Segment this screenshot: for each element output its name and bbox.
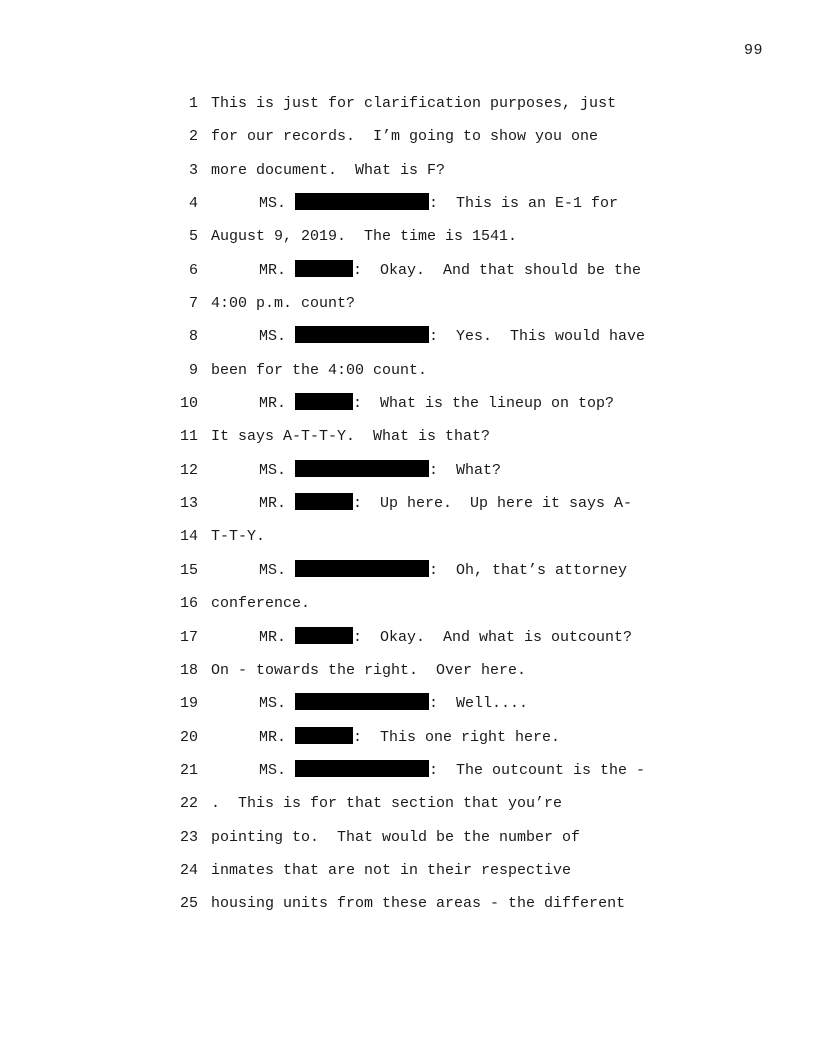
line-text: [211, 125, 598, 149]
transcript-line: [170, 826, 690, 859]
speaker-statement: : The outcount is the -: [429, 761, 646, 779]
transcript-line: [170, 792, 690, 825]
line-text: [211, 525, 265, 549]
line-text: [211, 259, 641, 283]
continuation-text: 4:00 p.m. count?: [211, 295, 356, 313]
speaker-title: MS.: [259, 461, 287, 479]
speaker-title: MR.: [259, 628, 287, 646]
line-text: [211, 192, 618, 216]
line-text: [211, 92, 616, 116]
line-text: [211, 659, 526, 683]
line-text: [211, 292, 355, 316]
line-number: 9: [188, 361, 198, 379]
line-number: 25: [179, 895, 198, 913]
transcript-line: [170, 859, 690, 892]
line-text: [211, 159, 445, 183]
speaker-statement: : Yes. This would have: [429, 328, 646, 346]
transcript-line: [170, 192, 690, 225]
speaker-statement: : What?: [429, 461, 502, 479]
transcript-line: [170, 325, 690, 358]
line-number: 5: [188, 228, 198, 246]
continuation-text: pointing to. That would be the number of: [211, 828, 581, 846]
speaker-title: MR.: [259, 261, 287, 279]
speaker-statement: : This is an E-1 for: [429, 195, 619, 213]
line-text: [211, 759, 645, 783]
line-number: 17: [179, 628, 198, 646]
speaker-title: MS.: [259, 761, 287, 779]
line-text: [211, 692, 528, 716]
speaker-statement: : Well....: [429, 695, 529, 713]
line-text: [211, 892, 625, 916]
redaction-bar: [295, 260, 353, 277]
speaker-statement: : What is the lineup on top?: [353, 395, 615, 413]
line-number: 12: [179, 461, 198, 479]
line-text: [211, 325, 645, 349]
speaker-statement: : Oh, that’s attorney: [429, 561, 628, 579]
transcript-line: [170, 92, 690, 125]
transcript-line: [170, 692, 690, 725]
continuation-text: . This is for that section that you’re: [211, 795, 563, 813]
speaker-title: MS.: [259, 561, 287, 579]
line-text: [211, 425, 490, 449]
transcript-line: [170, 525, 690, 558]
line-text: [211, 626, 632, 650]
continuation-text: more document. What is F?: [211, 161, 446, 179]
continuation-text: been for the 4:00 count.: [211, 361, 428, 379]
line-number: 3: [188, 161, 198, 179]
speaker-title: MR.: [259, 495, 287, 513]
transcript-line: [170, 592, 690, 625]
redaction-bar: [295, 193, 429, 210]
continuation-text: It says A-T-T-Y. What is that?: [211, 428, 491, 446]
transcript-line: [170, 759, 690, 792]
line-number: 24: [179, 861, 198, 879]
transcript-line: [170, 492, 690, 525]
line-number: 21: [179, 761, 198, 779]
speaker-title: MS.: [259, 328, 287, 346]
line-number: 18: [179, 661, 198, 679]
redaction-bar: [295, 693, 429, 710]
redaction-bar: [295, 326, 429, 343]
speaker-title: MS.: [259, 195, 287, 213]
line-text: [211, 559, 627, 583]
transcript-line: [170, 659, 690, 692]
speaker-title: MS.: [259, 695, 287, 713]
line-text: [211, 726, 560, 750]
speaker-statement: : Okay. And that should be the: [353, 261, 642, 279]
continuation-text: This is just for clarification purposes, just: [211, 95, 617, 112]
transcript-line: [170, 392, 690, 425]
transcript-line: [170, 459, 690, 492]
transcript-line: [170, 225, 690, 258]
transcript-line: [170, 425, 690, 458]
line-text: [211, 792, 562, 816]
page-number: 99: [743, 42, 763, 59]
redaction-bar: [295, 760, 429, 777]
redaction-bar: [295, 493, 353, 510]
transcript-body: [170, 92, 690, 926]
line-text: [211, 592, 310, 616]
line-text: [211, 859, 571, 883]
transcript-line: [170, 359, 690, 392]
line-number: 22: [179, 795, 198, 813]
line-text: [211, 392, 614, 416]
line-number: 10: [179, 395, 198, 413]
line-number: 11: [179, 428, 198, 446]
line-number: 16: [179, 595, 198, 613]
transcript-line: [170, 559, 690, 592]
transcript-line: [170, 125, 690, 158]
transcript-line: [170, 159, 690, 192]
redaction-bar: [295, 560, 429, 577]
continuation-text: inmates that are not in their respective: [211, 861, 572, 879]
speaker-statement: : Okay. And what is outcount?: [353, 628, 633, 646]
line-number: 15: [179, 561, 198, 579]
redaction-bar: [295, 460, 429, 477]
redaction-bar: [295, 727, 353, 744]
redaction-bar: [295, 627, 353, 644]
line-number: 19: [179, 695, 198, 713]
continuation-text: T-T-Y.: [211, 528, 266, 546]
continuation-text: housing units from these areas - the different: [211, 895, 626, 913]
line-text: [211, 492, 632, 516]
speaker-title: MR.: [259, 728, 287, 746]
line-number: 8: [188, 328, 198, 346]
line-number: 23: [179, 828, 198, 846]
continuation-text: conference.: [211, 595, 311, 613]
line-text: [211, 225, 517, 249]
transcript-line: [170, 626, 690, 659]
line-number: 13: [179, 495, 198, 513]
line-number: 14: [179, 528, 198, 546]
line-text: [211, 459, 501, 483]
redaction-bar: [295, 393, 353, 410]
transcript-line: [170, 892, 690, 925]
line-number: 20: [179, 728, 198, 746]
speaker-statement: : Up here. Up here it says A-: [353, 495, 633, 513]
line-number: 6: [188, 261, 198, 279]
transcript-line: [170, 259, 690, 292]
speaker-title: MR.: [259, 395, 287, 413]
speaker-statement: : This one right here.: [353, 728, 561, 746]
line-number: 7: [188, 295, 198, 313]
continuation-text: for our records. I’m going to show you one: [211, 128, 599, 146]
transcript-line: [170, 292, 690, 325]
line-text: [211, 826, 580, 850]
line-number: 4: [188, 195, 198, 213]
line-number: 2: [188, 128, 198, 146]
line-text: [211, 359, 427, 383]
line-number: 1: [188, 95, 198, 112]
continuation-text: On - towards the right. Over here.: [211, 661, 527, 679]
continuation-text: August 9, 2019. The time is 1541.: [211, 228, 518, 246]
transcript-line: [170, 726, 690, 759]
